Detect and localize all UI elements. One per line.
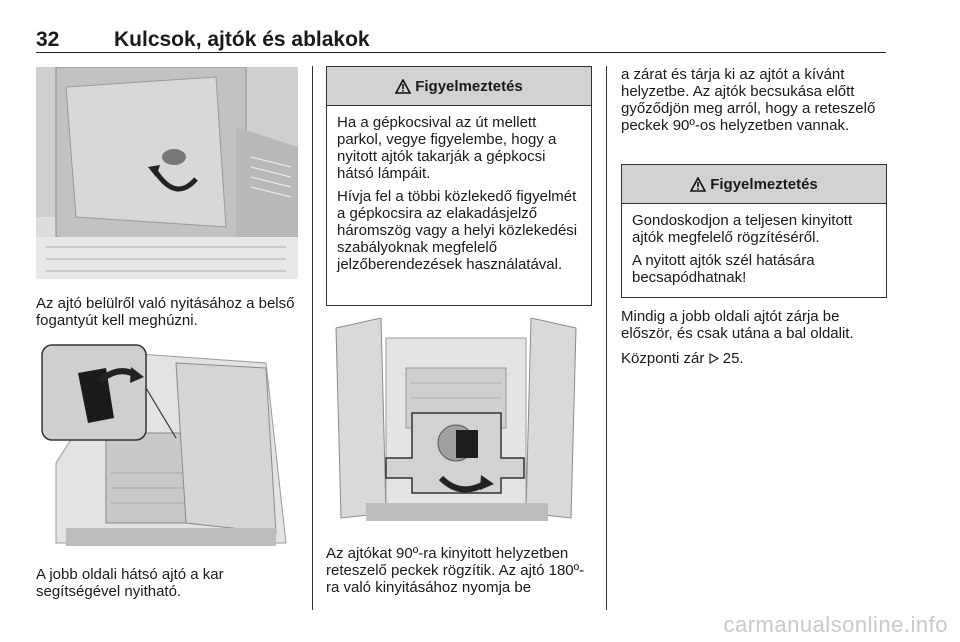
warning-header (622, 165, 886, 204)
warning-text-2: A nyitott ajtók szél hatására becsapódhatnak! (632, 252, 815, 286)
rear-door-lever-illustration (36, 343, 298, 551)
caption-rear-door-lever: A jobb oldali hátsó ajtó a kar segítségével nyitható. (36, 566, 224, 600)
page-header (36, 22, 886, 53)
warning-text-1: Gondoskodjon a teljesen kinyitott ajtók megfelelő rögzítéséről. (632, 212, 853, 246)
paragraph-central-locking-ref (621, 350, 889, 367)
page-number: 32 (36, 28, 60, 51)
warning-box-parking (326, 66, 592, 306)
reference-page-link[interactable]: 25. (722, 350, 744, 367)
warning-text-2: Hívja fel a többi közlekedő figyelmét a gépkocsira az elakadásjelző háromszög vagy a helyi közlekedési szabályoknak megfelelő jelzőberendezések használatával. (337, 188, 578, 273)
rear-doors-latch-illustration (326, 318, 588, 524)
caption-latch-pins: Az ajtókat 90º-ra kinyitott helyzetben reteszelő peckek rögzítik. Az ajtó 180º-ra való kinyitásához nyomja be (326, 545, 585, 596)
reference-text: Központi zár (621, 350, 705, 367)
warning-title: Figyelmeztetés (415, 77, 523, 95)
warning-triangle-icon (395, 79, 411, 94)
warning-header (327, 67, 591, 106)
page-reference-triangle-icon[interactable] (709, 353, 719, 364)
warning-title: Figyelmeztetés (710, 175, 818, 193)
interior-door-handle-illustration (36, 67, 298, 279)
column-divider-2 (606, 66, 607, 610)
paragraph-latch-continued: a zárat és tárja ki az ajtót a kívánt helyzetbe. Az ajtók becsukása előtt győződjön meg arról, hogy a reteszelő peckek 90º-os helyzetben vannak. (621, 66, 876, 134)
column-divider-1 (312, 66, 313, 610)
warning-text-1: Ha a gépkocsival az út mellett parkol, vegye figyelembe, hogy a nyitott ajtók takarják a gépkocsi hátsó lámpáit. (337, 114, 557, 182)
paragraph-closing-order: Mindig a jobb oldali ajtót zárja be először, és csak utána a bal oldalit. (621, 308, 854, 342)
warning-triangle-icon (690, 177, 706, 192)
page-title: Kulcsok, ajtók és ablakok (114, 28, 370, 51)
watermark: carmanualsonline.info (723, 612, 948, 637)
warning-box-door-securing (621, 164, 887, 298)
caption-interior-handle: Az ajtó belülről való nyitásához a belső fogantyút kell meghúzni. (36, 295, 295, 329)
